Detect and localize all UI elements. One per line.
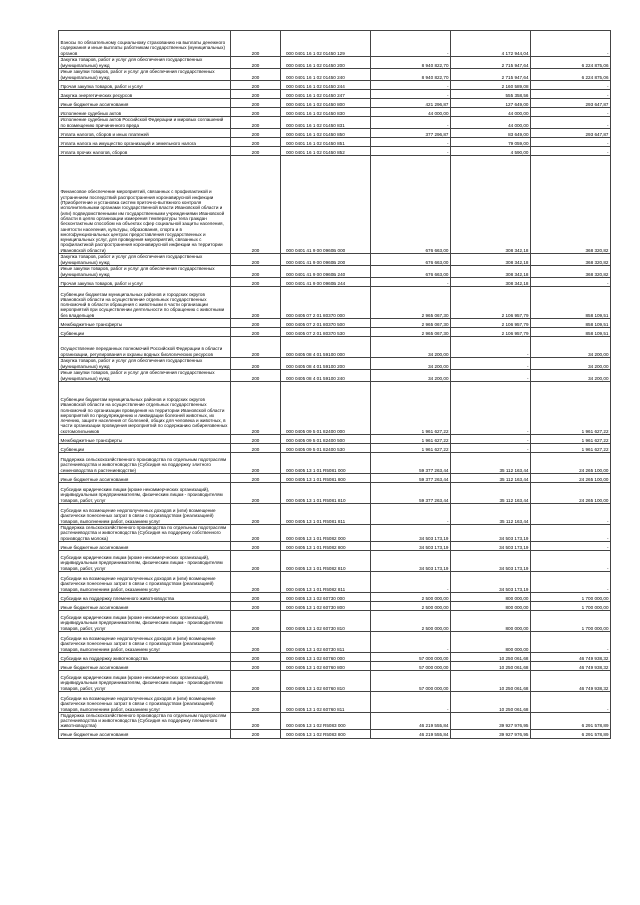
cell-line: 200: [231, 337, 281, 358]
table-row: [59, 610, 611, 631]
table-row: [59, 444, 611, 453]
cell-executed: 308 342,18: [451, 254, 531, 266]
cell-approved: -: [371, 631, 451, 652]
cell-code: 000 0405 13 1 02 60730 811: [281, 631, 371, 652]
table-row: [59, 435, 611, 444]
cell-approved: 34 200,00: [371, 358, 451, 370]
cell-code: 000 0401 41 9 00 0960Б 000: [281, 156, 371, 254]
cell-code: 000 0405 13 1 01 R5081 810: [281, 483, 371, 504]
cell-remaining: -: [531, 31, 611, 57]
table-row: [59, 474, 611, 483]
cell-line: 200: [231, 156, 281, 254]
cell-executed: 2 106 957,79: [451, 328, 531, 337]
cell-line: 200: [231, 99, 281, 108]
cell-line: 200: [231, 592, 281, 601]
cell-name: Прочая закупка товаров, работ и услуг: [59, 278, 231, 287]
table-row: [59, 631, 611, 652]
cell-code: 000 0405 13 1 02 60760 000: [281, 652, 371, 661]
cell-line: 200: [231, 474, 281, 483]
cell-approved: 676 663,00: [371, 254, 451, 266]
cell-code: 000 0405 13 1 01 R5081 811: [281, 504, 371, 525]
cell-line: 200: [231, 610, 281, 631]
cell-code: 000 0401 16 1 02 01450 850: [281, 129, 371, 138]
table-row: [59, 99, 611, 108]
cell-approved: 8 940 822,70: [371, 57, 451, 69]
cell-line: 200: [231, 266, 281, 278]
cell-executed: -: [451, 358, 531, 370]
table-row: [59, 712, 611, 729]
cell-executed: 4 590,00: [451, 147, 531, 156]
table-row: [59, 31, 611, 57]
cell-remaining: 1 700 000,00: [531, 601, 611, 610]
cell-executed: 35 112 163,44: [451, 453, 531, 474]
table-row: [59, 592, 611, 601]
cell-name: Субсидии на возмещение недополученных доходов и (или) возмещение фактически понесенных затрат в связи с производством (реализацией) товаров, выполнением работ, оказанием услуг: [59, 631, 231, 652]
cell-executed: 44 000,00: [451, 108, 531, 117]
cell-executed: 34 503 173,19: [451, 541, 531, 550]
cell-remaining: 34 200,00: [531, 337, 611, 358]
cell-remaining: -: [531, 90, 611, 99]
cell-approved: 421 296,87: [371, 99, 451, 108]
cell-executed: 35 112 163,44: [451, 474, 531, 483]
cell-approved: -: [371, 31, 451, 57]
cell-name: Субсидии на возмещение недополученных доходов и (или) возмещение фактически понесенных затрат в связи с производством (реализацией) товаров, выполнением работ, оказанием услуг: [59, 571, 231, 592]
cell-name: Субвенции: [59, 444, 231, 453]
cell-name: Закупка товаров, работ и услуг для обеспечения государственных (муниципальных) нужд: [59, 358, 231, 370]
cell-code: 000 0405 13 1 02 R5083 000: [281, 712, 371, 729]
cell-line: 200: [231, 382, 281, 435]
cell-code: 000 0405 13 1 01 R5082 800: [281, 541, 371, 550]
cell-executed: 10 250 061,68: [451, 652, 531, 661]
cell-line: 200: [231, 670, 281, 691]
cell-executed: 2 715 947,64: [451, 69, 531, 81]
cell-name: Субсидии юридическим лицам (кроме некоммерческих организаций), индивидуальным предпринимателям, физическим лицам - производителям товаров, работ, услуг: [59, 550, 231, 571]
table-row: [59, 652, 611, 661]
cell-code: 000 0401 16 1 02 01450 852: [281, 147, 371, 156]
cell-code: 000 0405 13 1 02 R5083 800: [281, 729, 371, 738]
table-row: [59, 57, 611, 69]
cell-code: 000 0405 08 4 01 59100 240: [281, 370, 371, 382]
cell-executed: 308 342,18: [451, 266, 531, 278]
cell-remaining: 46 749 938,32: [531, 670, 611, 691]
cell-code: 000 0405 09 5 01 82400 000: [281, 382, 371, 435]
cell-name: Межбюджетные трансферты: [59, 435, 231, 444]
cell-executed: 83 649,00: [451, 129, 531, 138]
table-row: [59, 266, 611, 278]
cell-approved: 8 940 822,70: [371, 69, 451, 81]
cell-remaining: 6 291 578,89: [531, 729, 611, 738]
cell-name: Исполнение судебных актов Российской Федерации и мировых соглашений по возмещению причиненного вреда: [59, 117, 231, 129]
table-row: [59, 138, 611, 147]
table-row: [59, 525, 611, 542]
table-row: [59, 382, 611, 435]
cell-approved: 2 500 000,00: [371, 610, 451, 631]
cell-code: 000 0401 16 1 02 01450 240: [281, 69, 371, 81]
cell-approved: 59 377 263,44: [371, 453, 451, 474]
table-row: [59, 504, 611, 525]
cell-executed: 2 160 589,08: [451, 81, 531, 90]
cell-line: 200: [231, 358, 281, 370]
cell-line: 200: [231, 661, 281, 670]
cell-line: 200: [231, 652, 281, 661]
cell-remaining: 1 961 627,22: [531, 382, 611, 435]
cell-remaining: -: [531, 525, 611, 542]
table-row: [59, 601, 611, 610]
cell-name: Уплата прочих налогов, сборов: [59, 147, 231, 156]
table-row: [59, 328, 611, 337]
cell-approved: -: [371, 504, 451, 525]
cell-code: 000 0401 41 9 00 0960Б 240: [281, 266, 371, 278]
cell-name: Иные бюджетные ассигнования: [59, 661, 231, 670]
cell-name: Субсидии на поддержку животноводства: [59, 652, 231, 661]
table-row: [59, 661, 611, 670]
table-row: [59, 81, 611, 90]
cell-remaining: 368 320,82: [531, 254, 611, 266]
cell-name: Субвенции: [59, 328, 231, 337]
cell-executed: 308 342,18: [451, 278, 531, 287]
cell-name: Поддержка сельскохозяйственного производства по отдельным подотраслям растениеводства и животноводства (Субсидия на поддержку племенного животноводства): [59, 712, 231, 729]
table-row: [59, 287, 611, 319]
cell-code: 000 0401 16 1 02 01450 830: [281, 108, 371, 117]
cell-line: 200: [231, 108, 281, 117]
cell-executed: -: [451, 435, 531, 444]
cell-name: Субсидии юридическим лицам (кроме некоммерческих организаций), индивидуальным предпринимателям, физическим лицам - производителям товаров, работ, услуг: [59, 610, 231, 631]
cell-line: 200: [231, 319, 281, 328]
cell-line: 200: [231, 631, 281, 652]
cell-remaining: 6 224 875,06: [531, 57, 611, 69]
cell-name: Субсидии юридическим лицам (кроме некоммерческих организаций), индивидуальным предпринимателям, физическим лицам - производителям товаров, работ, услуг: [59, 670, 231, 691]
cell-remaining: -: [531, 278, 611, 287]
cell-remaining: 24 265 100,00: [531, 474, 611, 483]
cell-code: 000 0405 13 1 02 60760 800: [281, 661, 371, 670]
cell-executed: 35 112 163,44: [451, 504, 531, 525]
cell-code: 000 0401 16 1 02 01450 200: [281, 57, 371, 69]
cell-approved: 34 503 173,19: [371, 541, 451, 550]
cell-code: 000 0405 13 1 02 60730 800: [281, 601, 371, 610]
cell-name: Субсидии на возмещение недополученных доходов и (или) возмещение фактически понесенных затрат в связи с производством (реализацией) товаров, выполнением работ, оказанием услуг: [59, 504, 231, 525]
cell-remaining: -: [531, 541, 611, 550]
cell-name: Поддержка сельскохозяйственного производства по отдельным подотраслям растениеводства и животноводства (Субсидия на поддержку собственного производства молока): [59, 525, 231, 542]
cell-code: 000 0405 13 1 01 R5082 811: [281, 571, 371, 592]
cell-name: Взносы по обязательному социальному страхованию на выплаты денежного содержания и иные выплаты работникам государственных (муниципальных) органов: [59, 31, 231, 57]
cell-executed: 800 000,00: [451, 601, 531, 610]
cell-code: 000 0405 09 5 01 82400 530: [281, 444, 371, 453]
cell-name: Уплата налогов, сборов и иных платежей: [59, 129, 231, 138]
cell-line: 200: [231, 525, 281, 542]
table-row: [59, 90, 611, 99]
table-row: [59, 483, 611, 504]
cell-approved: 46 219 555,84: [371, 712, 451, 729]
table-row: [59, 319, 611, 328]
table-row: [59, 670, 611, 691]
cell-executed: 800 000,00: [451, 610, 531, 631]
cell-line: 200: [231, 435, 281, 444]
table-row: [59, 69, 611, 81]
cell-remaining: -: [531, 571, 611, 592]
table-row: [59, 541, 611, 550]
cell-line: 200: [231, 601, 281, 610]
table-row: [59, 129, 611, 138]
cell-code: 000 0405 07 2 01 80370 000: [281, 287, 371, 319]
cell-executed: 39 927 976,95: [451, 712, 531, 729]
table-row: [59, 729, 611, 738]
cell-executed: -: [451, 370, 531, 382]
cell-executed: 308 342,18: [451, 156, 531, 254]
cell-remaining: 24 265 100,00: [531, 483, 611, 504]
cell-executed: 10 250 061,68: [451, 670, 531, 691]
cell-approved: 2 965 067,30: [371, 287, 451, 319]
cell-line: 200: [231, 444, 281, 453]
cell-name: Иные закупки товаров, работ и услуг для обеспечения государственных (муниципальных) нужд: [59, 266, 231, 278]
cell-name: Уплата налога на имущество организаций и земельного налога: [59, 138, 231, 147]
cell-code: 000 0401 41 9 00 0960Б 200: [281, 254, 371, 266]
cell-name: Иные бюджетные ассигнования: [59, 601, 231, 610]
cell-executed: 2 106 957,79: [451, 319, 531, 328]
cell-approved: 2 965 067,30: [371, 328, 451, 337]
cell-name: Иные закупки товаров, работ и услуг для обеспечения государственных (муниципальных) нужд: [59, 69, 231, 81]
table-row: [59, 691, 611, 712]
cell-approved: 1 961 627,22: [371, 444, 451, 453]
cell-line: 200: [231, 57, 281, 69]
budget-execution-table: [58, 30, 611, 739]
cell-remaining: 858 109,51: [531, 319, 611, 328]
table-row: [59, 358, 611, 370]
cell-code: 000 0405 08 4 01 59100 000: [281, 337, 371, 358]
cell-line: 200: [231, 504, 281, 525]
cell-remaining: 46 749 938,32: [531, 661, 611, 670]
cell-code: 000 0401 16 1 02 01450 800: [281, 99, 371, 108]
cell-line: 200: [231, 147, 281, 156]
cell-approved: 377 296,87: [371, 129, 451, 138]
cell-approved: -: [371, 90, 451, 99]
cell-code: 000 0405 13 1 02 60730 810: [281, 610, 371, 631]
cell-approved: 34 200,00: [371, 370, 451, 382]
cell-line: 200: [231, 712, 281, 729]
cell-line: 200: [231, 129, 281, 138]
cell-remaining: 858 109,51: [531, 328, 611, 337]
cell-name: Исполнение судебных актов: [59, 108, 231, 117]
cell-executed: 2 715 947,64: [451, 57, 531, 69]
cell-remaining: 1 961 627,22: [531, 444, 611, 453]
cell-approved: 34 200,00: [371, 337, 451, 358]
table-row: [59, 156, 611, 254]
cell-code: 000 0405 09 5 01 82400 500: [281, 435, 371, 444]
cell-name: Закупка товаров, работ и услуг для обеспечения государственных (муниципальных) нужд: [59, 57, 231, 69]
table-row: [59, 108, 611, 117]
table-row: [59, 147, 611, 156]
cell-line: 200: [231, 254, 281, 266]
cell-line: 200: [231, 69, 281, 81]
cell-executed: -: [451, 337, 531, 358]
cell-line: 200: [231, 138, 281, 147]
table-row: [59, 550, 611, 571]
cell-line: 200: [231, 571, 281, 592]
cell-remaining: 34 200,00: [531, 370, 611, 382]
cell-approved: 44 000,00: [371, 108, 451, 117]
cell-approved: 676 663,00: [371, 156, 451, 254]
cell-approved: 1 961 627,22: [371, 382, 451, 435]
cell-remaining: -: [531, 504, 611, 525]
cell-executed: 4 172 944,04: [451, 31, 531, 57]
cell-executed: 39 927 976,95: [451, 729, 531, 738]
cell-executed: -: [451, 382, 531, 435]
cell-line: 200: [231, 31, 281, 57]
table-row: [59, 453, 611, 474]
cell-code: 000 0401 41 9 00 0960Б 244: [281, 278, 371, 287]
cell-executed: 800 000,00: [451, 631, 531, 652]
cell-executed: 10 250 061,68: [451, 691, 531, 712]
cell-name: Закупка энергетических ресурсов: [59, 90, 231, 99]
cell-line: 200: [231, 117, 281, 129]
cell-code: 000 0405 13 1 02 60730 000: [281, 592, 371, 601]
cell-code: 000 0405 07 2 01 80370 500: [281, 319, 371, 328]
cell-executed: 2 106 957,79: [451, 287, 531, 319]
cell-remaining: -: [531, 631, 611, 652]
cell-name: Закупка товаров, работ и услуг для обеспечения государственных (муниципальных) нужд: [59, 254, 231, 266]
cell-approved: 34 503 173,19: [371, 550, 451, 571]
cell-approved: 59 377 263,44: [371, 474, 451, 483]
cell-remaining: 293 647,87: [531, 129, 611, 138]
cell-name: Межбюджетные трансферты: [59, 319, 231, 328]
cell-executed: 34 503 173,19: [451, 525, 531, 542]
cell-executed: 555 358,56: [451, 90, 531, 99]
cell-executed: -: [451, 444, 531, 453]
cell-code: 000 0401 16 1 02 01450 129: [281, 31, 371, 57]
cell-code: 000 0405 08 4 01 59100 200: [281, 358, 371, 370]
cell-executed: 34 503 173,19: [451, 571, 531, 592]
cell-approved: -: [371, 81, 451, 90]
cell-code: 000 0405 13 1 01 R5081 000: [281, 453, 371, 474]
cell-remaining: 46 749 938,32: [531, 652, 611, 661]
table-body: [59, 31, 611, 739]
cell-line: 200: [231, 541, 281, 550]
cell-remaining: 6 224 875,06: [531, 69, 611, 81]
cell-name: Субсидии на возмещение недополученных доходов и (или) возмещение фактически понесенных затрат в связи с производством (реализацией) товаров, выполнением работ, оказанием услуг: [59, 691, 231, 712]
cell-approved: 2 500 000,00: [371, 592, 451, 601]
cell-line: 200: [231, 328, 281, 337]
cell-remaining: -: [531, 117, 611, 129]
cell-line: 200: [231, 370, 281, 382]
cell-remaining: 24 265 100,00: [531, 453, 611, 474]
cell-name: Финансовое обеспечение мероприятий, связанных с профилактикой и устранением последствий распространения коронавирусной инфекции (Приобретение и установка систем приточно-вытяжного контроля исполнительными органами государственной власти Ивановской области и (или) подведомственными им государственными учреждениями Ивановской области в целях организации измерения температуры тела граждан бесконтактным способом на объектах сфер социальной защиты населения, занятости населения, культуры, образования, спорта и в многофункциональных центрах предоставления государственных и муниципальных услуг, для проведения мероприятий, связанных с профилактикой распространения коронавирусной инфекции на территории Ивановской области): [59, 156, 231, 254]
cell-code: 000 0405 13 1 01 R5082 810: [281, 550, 371, 571]
cell-executed: 34 503 173,19: [451, 550, 531, 571]
cell-name: Субсидии юридическим лицам (кроме некоммерческих организаций), индивидуальным предпринимателям, физическим лицам - производителям товаров, работ, услуг: [59, 483, 231, 504]
cell-executed: 10 250 061,68: [451, 661, 531, 670]
cell-remaining: 6 291 578,89: [531, 712, 611, 729]
cell-name: Поддержка сельскохозяйственного производства по отдельным подотраслям растениеводства и животноводства (Субсидия на поддержку элитного семеноводства в растениеводстве): [59, 453, 231, 474]
cell-approved: 57 000 000,00: [371, 652, 451, 661]
table-row: [59, 117, 611, 129]
cell-approved: -: [371, 117, 451, 129]
cell-line: 200: [231, 90, 281, 99]
cell-remaining: 368 320,82: [531, 266, 611, 278]
cell-remaining: -: [531, 138, 611, 147]
cell-line: 200: [231, 483, 281, 504]
table-row: [59, 337, 611, 358]
cell-executed: 800 000,00: [451, 592, 531, 601]
cell-executed: 79 059,00: [451, 138, 531, 147]
cell-name: Иные бюджетные ассигнования: [59, 474, 231, 483]
cell-approved: -: [371, 138, 451, 147]
cell-remaining: -: [531, 147, 611, 156]
cell-approved: 57 000 000,00: [371, 661, 451, 670]
cell-remaining: 368 320,82: [531, 156, 611, 254]
cell-remaining: -: [531, 108, 611, 117]
cell-approved: -: [371, 571, 451, 592]
cell-name: Субвенции бюджетам муниципальных районов и городских округов Ивановской области на осуществление отдельных государственных полномочий по организации проведения на территории Ивановской области мероприятий по предупреждению и ликвидации болезней животных, их лечению, защите населения от болезней, общих для человека и животных, в части организации проведения мероприятий по содержанию сибиреязвенных скотомогильников: [59, 382, 231, 435]
table-row: [59, 571, 611, 592]
cell-approved: 2 965 067,30: [371, 319, 451, 328]
cell-code: 000 0401 16 1 02 01450 831: [281, 117, 371, 129]
table-row: [59, 370, 611, 382]
cell-approved: 1 961 627,22: [371, 435, 451, 444]
cell-code: 000 0405 13 1 01 R5081 800: [281, 474, 371, 483]
cell-remaining: 293 647,87: [531, 99, 611, 108]
cell-remaining: -: [531, 550, 611, 571]
cell-name: Иные бюджетные ассигнования: [59, 729, 231, 738]
cell-executed: 44 000,00: [451, 117, 531, 129]
cell-approved: 676 663,00: [371, 266, 451, 278]
cell-name: Субвенции бюджетам муниципальных районов и городских округов Ивановской области на осуществление отдельных государственных полномочий в области обращения с животными в части организации мероприятий при осуществлении деятельности по обращению с животными без владельцев: [59, 287, 231, 319]
cell-name: Иные бюджетные ассигнования: [59, 99, 231, 108]
cell-approved: 34 503 173,19: [371, 525, 451, 542]
cell-line: 200: [231, 453, 281, 474]
cell-approved: -: [371, 691, 451, 712]
cell-code: 000 0405 13 1 02 60760 811: [281, 691, 371, 712]
cell-line: 200: [231, 81, 281, 90]
cell-remaining: 1 961 627,22: [531, 435, 611, 444]
cell-approved: 57 000 000,00: [371, 670, 451, 691]
cell-code: 000 0405 13 1 02 60760 810: [281, 670, 371, 691]
cell-line: 200: [231, 729, 281, 738]
cell-name: Субсидии на поддержку племенного животноводства: [59, 592, 231, 601]
cell-line: 200: [231, 550, 281, 571]
cell-code: 000 0405 13 1 01 R5082 000: [281, 525, 371, 542]
cell-name: Иные закупки товаров, работ и услуг для обеспечения государственных (муниципальных) нужд: [59, 370, 231, 382]
cell-line: 200: [231, 287, 281, 319]
table-row: [59, 278, 611, 287]
cell-approved: -: [371, 147, 451, 156]
cell-remaining: 1 700 000,00: [531, 610, 611, 631]
cell-line: 200: [231, 278, 281, 287]
cell-executed: 127 649,00: [451, 99, 531, 108]
cell-code: 000 0401 16 1 02 01450 247: [281, 90, 371, 99]
cell-remaining: 34 200,00: [531, 358, 611, 370]
cell-approved: 2 500 000,00: [371, 601, 451, 610]
cell-remaining: 1 700 000,00: [531, 592, 611, 601]
cell-code: 000 0405 07 2 01 80370 530: [281, 328, 371, 337]
cell-remaining: -: [531, 81, 611, 90]
cell-line: 200: [231, 691, 281, 712]
cell-remaining: 858 109,51: [531, 287, 611, 319]
cell-name: Прочая закупка товаров, работ и услуг: [59, 81, 231, 90]
cell-code: 000 0401 16 1 02 01450 851: [281, 138, 371, 147]
cell-approved: 59 377 263,44: [371, 483, 451, 504]
cell-approved: -: [371, 278, 451, 287]
cell-remaining: -: [531, 691, 611, 712]
cell-name: Осуществление переданных полномочий Российской Федерации в области организации, регулирования и охраны водных биологических ресурсов: [59, 337, 231, 358]
cell-name: Иные бюджетные ассигнования: [59, 541, 231, 550]
table-row: [59, 254, 611, 266]
cell-approved: 46 219 555,84: [371, 729, 451, 738]
cell-code: 000 0401 16 1 02 01450 244: [281, 81, 371, 90]
cell-executed: 35 112 163,44: [451, 483, 531, 504]
